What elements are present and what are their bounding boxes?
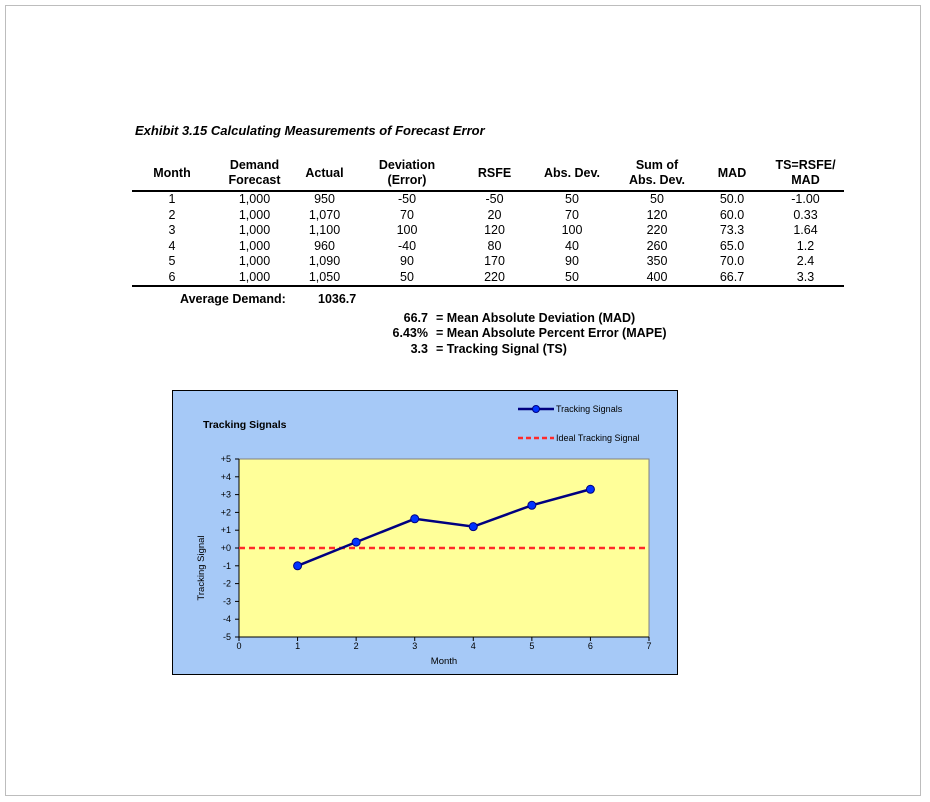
- table-cell: 950: [314, 192, 335, 207]
- table-cell: 100: [561, 223, 583, 238]
- y-tick-label: +2: [220, 507, 231, 518]
- x-axis-label: Month: [430, 656, 458, 667]
- summary-value: 3.3: [410, 342, 428, 356]
- table-cell: 350: [646, 254, 668, 269]
- column-header-line: MAD: [717, 165, 747, 180]
- column-header-line: Abs. Dev.: [543, 165, 601, 180]
- x-tick-label: 3: [412, 641, 418, 651]
- table-cell: -1.00: [791, 192, 820, 207]
- table-cell: 120: [646, 207, 668, 222]
- table-cell: 70.0: [719, 254, 745, 269]
- x-tick-label: 1: [295, 641, 301, 651]
- y-tick-label: +5: [220, 454, 231, 464]
- table-cell: 400: [617, 270, 697, 287]
- tracking-signal-point: [528, 501, 536, 509]
- average-demand-label: Average Demand:: [180, 292, 286, 306]
- table-row: [132, 208, 844, 224]
- table-cell: 80: [487, 238, 502, 253]
- y-tick-label: -4: [222, 614, 231, 625]
- table-cell: 5: [168, 254, 176, 269]
- column-header: [462, 156, 527, 191]
- x-tick-label: 5: [529, 641, 535, 651]
- table-row: [132, 270, 844, 287]
- table-cell: 73.3: [719, 223, 745, 238]
- average-demand-value: 1036.7: [318, 292, 357, 306]
- table-cell: 6: [132, 270, 212, 287]
- table-cell: 960: [314, 238, 335, 253]
- column-header-line: Month: [153, 165, 191, 180]
- table-cell: 1.64: [793, 223, 818, 238]
- summary-value: 66.7: [403, 311, 428, 325]
- table-cell: 65.0: [719, 238, 745, 253]
- column-header: [617, 156, 697, 191]
- table-cell: 1.2: [796, 238, 815, 253]
- table-body: [132, 191, 844, 286]
- x-tick-label: 4: [470, 641, 476, 651]
- y-tick-label: +0: [220, 543, 231, 553]
- y-tick-label: -5: [222, 632, 231, 642]
- table-cell: 1: [168, 192, 176, 207]
- table-cell: 1,000: [238, 223, 271, 238]
- x-tick-label: 2: [353, 641, 359, 651]
- summary-desc: = Mean Absolute Deviation (MAD): [436, 311, 636, 325]
- table-cell: 66.7: [697, 270, 767, 287]
- column-header: [767, 156, 844, 191]
- table-cell: 1,000: [212, 270, 297, 287]
- legend-label: Ideal Tracking Signal: [556, 433, 640, 443]
- table-cell: 50: [650, 192, 664, 207]
- summary-value: 6.43%: [392, 326, 428, 340]
- column-header-line: Deviation: [378, 158, 436, 172]
- table-cell: 120: [484, 223, 505, 238]
- legend-label: Tracking Signals: [556, 404, 623, 414]
- table-cell: 1,070: [308, 207, 341, 222]
- x-tick-label: 7: [646, 641, 652, 651]
- table-cell: 90: [565, 254, 579, 269]
- table-cell: 60.0: [719, 207, 745, 222]
- table-row: [132, 254, 844, 270]
- table-cell: 50: [565, 192, 579, 207]
- tracking-signal-point: [352, 538, 360, 546]
- column-header: [212, 156, 297, 191]
- table-cell: 1,000: [238, 254, 271, 269]
- table-cell: 40: [565, 238, 579, 253]
- table-cell: 1,050: [297, 270, 352, 287]
- table-cell: 0.33: [793, 207, 818, 222]
- column-header-line: Sum of: [635, 158, 679, 172]
- column-header-line: RSFE: [477, 165, 512, 180]
- column-header-line: (Error): [387, 173, 427, 187]
- column-header-line: MAD: [791, 173, 820, 187]
- table-cell: 100: [396, 223, 418, 238]
- chart-title: Tracking Signals: [203, 419, 287, 431]
- table-cell: 70: [400, 207, 414, 222]
- y-tick-label: +4: [220, 471, 231, 482]
- table-row: [132, 239, 844, 255]
- table-header-row: [132, 156, 844, 191]
- table-cell: 50.0: [719, 192, 745, 207]
- table-row: [132, 223, 844, 239]
- column-header-line: Actual: [305, 165, 344, 180]
- tracking-signal-point: [411, 515, 419, 523]
- table-cell: 260: [646, 238, 668, 253]
- table-cell: -50: [397, 192, 417, 207]
- y-tick-label: -3: [222, 596, 231, 607]
- summary-desc: = Mean Absolute Percent Error (MAPE): [436, 326, 667, 340]
- table-cell: 220: [462, 270, 527, 287]
- forecast-error-table: [132, 156, 844, 287]
- table-cell: 20: [487, 207, 502, 222]
- y-tick-label: -1: [222, 560, 231, 571]
- y-tick-label: -2: [222, 578, 231, 589]
- table-cell: 3.3: [767, 270, 844, 287]
- tracking-signal-point: [469, 523, 477, 531]
- table-cell: 90: [400, 254, 414, 269]
- table-cell: 3: [168, 223, 176, 238]
- table-cell: 2.4: [796, 254, 815, 269]
- table-cell: 170: [484, 254, 505, 269]
- table-cell: -40: [397, 238, 417, 253]
- exhibit-title: Exhibit 3.15 Calculating Measurements of Forecast Error: [135, 123, 485, 138]
- table-cell: 1,090: [308, 254, 341, 269]
- column-header-line: Abs. Dev.: [628, 173, 686, 187]
- column-header-line: Demand: [229, 158, 280, 172]
- table-cell: 1,000: [238, 238, 271, 253]
- table-cell: 220: [646, 223, 668, 238]
- column-header: [132, 156, 212, 191]
- tracking-signal-point: [294, 562, 302, 570]
- x-tick-label: 6: [587, 641, 593, 651]
- column-header: [297, 156, 352, 191]
- y-axis-label: Tracking Signal: [196, 535, 207, 601]
- table-row: [132, 191, 844, 208]
- y-tick-label: +1: [220, 525, 231, 536]
- tracking-signal-point: [586, 485, 594, 493]
- table-cell: 4: [168, 238, 176, 253]
- table-cell: 50: [352, 270, 462, 287]
- column-header: [697, 156, 767, 191]
- column-header-line: Forecast: [228, 173, 281, 187]
- table-cell: 1,100: [308, 223, 341, 238]
- column-header: [527, 156, 617, 191]
- table-cell: 50: [527, 270, 617, 287]
- table-cell: 70: [565, 207, 579, 222]
- table-cell: -50: [485, 192, 504, 207]
- column-header: [352, 156, 462, 191]
- table-cell: 2: [168, 207, 176, 222]
- table-cell: 1,000: [238, 192, 271, 207]
- table-cell: 1,000: [238, 207, 271, 222]
- summary-desc: = Tracking Signal (TS): [436, 342, 567, 356]
- column-header-line: TS=RSFE/: [775, 158, 836, 172]
- tracking-signal-plot: [173, 391, 679, 676]
- tracking-signal-chart: [172, 390, 678, 675]
- x-tick-label: 0: [236, 641, 242, 651]
- y-tick-label: +3: [220, 489, 231, 500]
